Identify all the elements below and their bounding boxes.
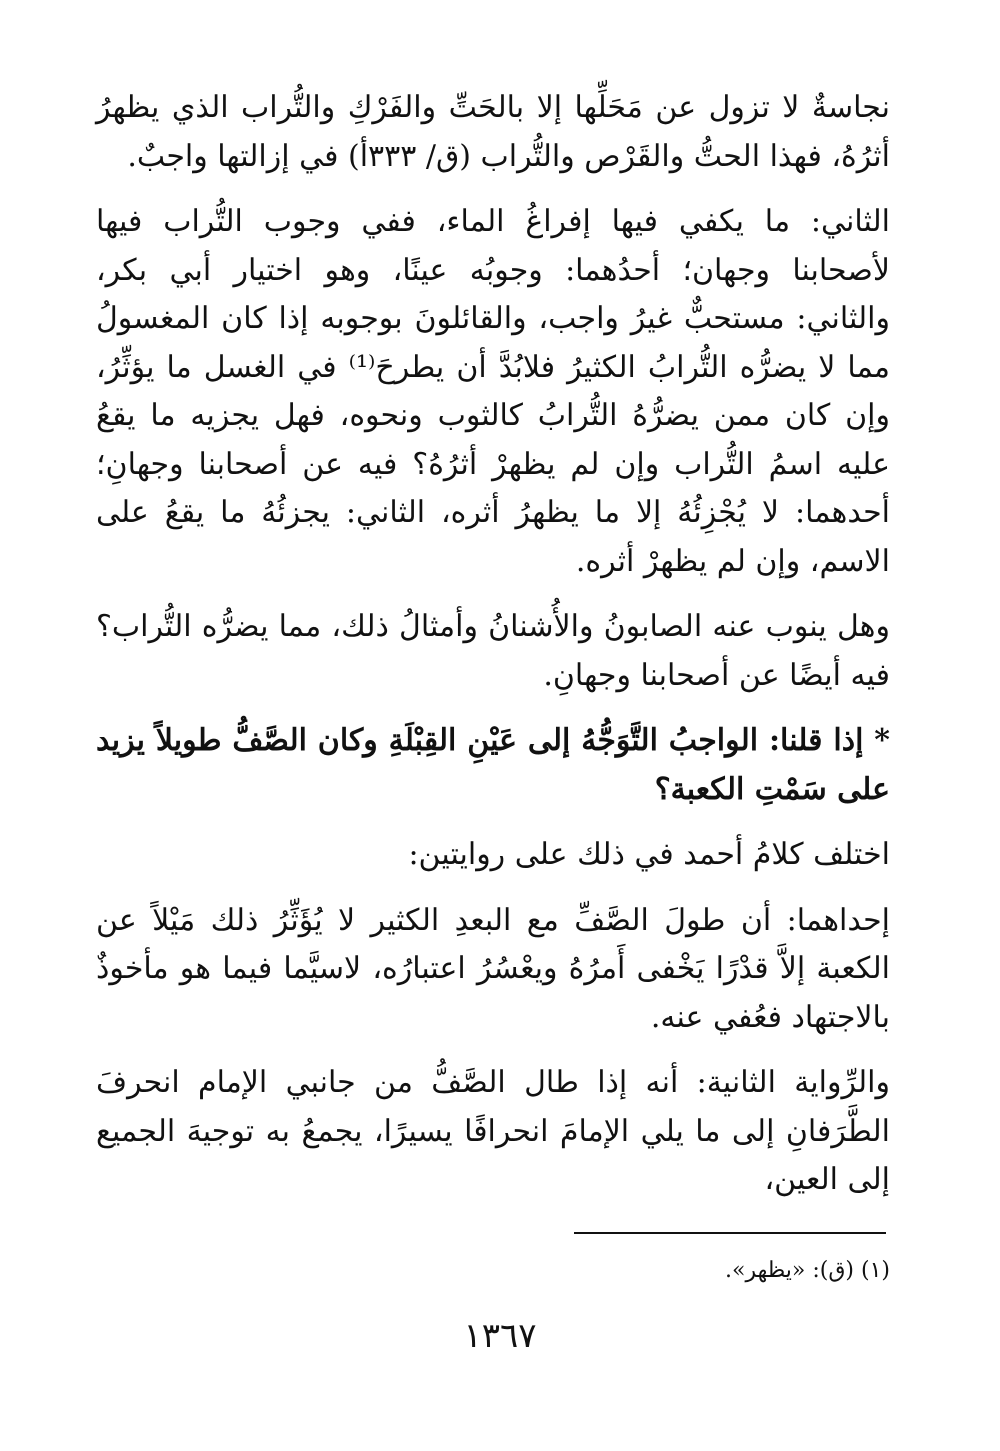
page-body [96,84,890,1222]
paragraph-6: إحداهما: أن طولَ الصَّفِّ مع البعدِ الكثير لا يُؤَثِّرُ ذلك مَيْلاً عن الكعبة إلاَّ قدْرًا يَخْفى أَمرُهُ ويعْسُرُ اعتبارُه، لاسيَّما فيما هو مأخوذٌ بالاجتهاد فعُفي عنه. [96,902,890,1035]
footnote-divider [574,1232,886,1234]
paragraph-1: نجاسةٌ لا تزول عن مَحَلِّها إلا بالحَتِّ والفَرْكِ والتُّراب الذي يظهرُ أثرُهُ، فهذا الحتُّ والقَرْص والتُّراب (ق/ ٣٣٣أ) في إزالتها واجبٌ. [96,90,890,174]
footnote: (١) (ق): «يظهر». [724,1258,890,1283]
paragraph-2: الثاني: ما يكفي فيها إفراغُ الماء، ففي وجوب التُّراب فيها لأصحابنا وجهان؛ أحدُهما: وجوبُه عينًا، وهو اختيار أبي بكر، والثاني: مستحبٌّ غيرُ واجب، والقائلونَ بوجوبه إذا كان المغسولُ مما لا يضرُّه التُّرابُ الكثيرُ فلابُدَّ أن يطرحَ⁽¹⁾ في الغسل ما يؤثِّرُ، وإن كان ممن يضرُّهُ التُّرابُ كالثوب ونحوه، فهل يجزيه ما يقعُ عليه اسمُ التُّراب وإن لم يظهرْ أثرُهُ؟ فيه عن أصحابنا وجهانِ؛ أحدهما: لا يُجْزِئُهُ إلا ما يظهرُ أثره، الثاني: يجزئُهُ ما يقعُ على الاسم، وإن لم يظهرْ أثره. [96,204,890,579]
paragraph-5: اختلف كلامُ أحمد في ذلك على روايتين: [408,837,890,872]
paragraph-7: والرِّواية الثانية: أنه إذا طال الصَّفُّ من جانبي الإمام انحرفَ الطَّرَفانِ إلى ما يلي الإمامَ انحرافًا يسيرًا، يجمعُ به توجيهَ الجميع إلى العين، [96,1065,890,1197]
page-number: ١٣٦٧ [463,1316,537,1356]
paragraph-3: وهل ينوب عنه الصابونُ والأُشنانُ وأمثالُ ذلك، مما يضرُّه التُّراب؟ فيه أيضًا عن أصحابنا وجهانِ. [96,609,890,693]
section-heading: * إذا قلنا: الواجبُ التَّوَجُّهُ إلى عَيْنِ القِبْلَةِ وكان الصَّفُّ طويلاً يزيد على سَمْتِ الكعبة؟ [96,723,890,807]
